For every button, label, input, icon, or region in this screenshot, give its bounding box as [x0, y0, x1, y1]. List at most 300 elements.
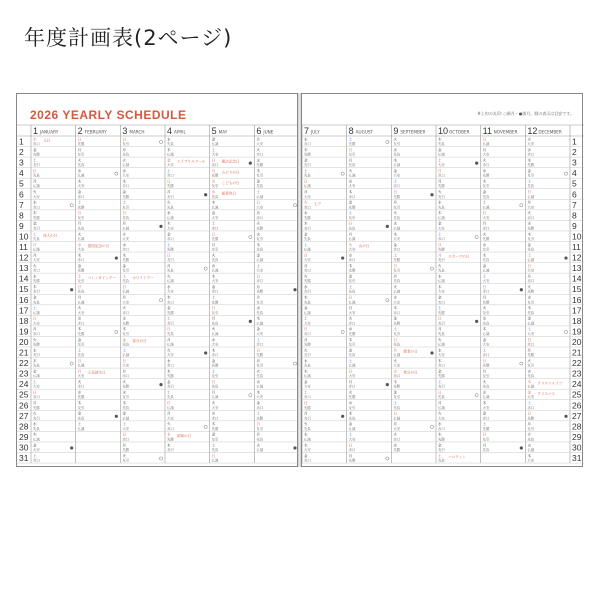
rokuyo-label: 仏滅	[211, 268, 219, 273]
rokuyo-label: 友引	[393, 268, 401, 273]
weekday-label: 木	[211, 348, 216, 353]
rokuyo-label: 先勝	[527, 289, 535, 294]
weekday-label: 月	[393, 422, 397, 427]
weekday-label: 金	[393, 316, 397, 321]
new-moon-icon	[520, 204, 523, 207]
rokuyo-label: 大安	[211, 405, 219, 410]
weekday-label: 金	[167, 158, 171, 163]
weekday-label: 日	[482, 358, 487, 363]
weekday-label: 木	[304, 295, 308, 300]
rokuyo-label: 先勝	[167, 184, 174, 189]
rokuyo-label: 赤口	[77, 258, 85, 263]
rokuyo-label: 先勝	[482, 300, 490, 305]
rokuyo-label: 先勝	[393, 447, 401, 452]
rokuyo-label: 大安	[122, 173, 130, 178]
weekday-label: 木	[211, 274, 216, 279]
weekday-label: 木	[33, 211, 37, 216]
rokuyo-label: 先負	[348, 163, 356, 168]
day-number: 30	[572, 442, 582, 453]
weekday-label: 木	[304, 369, 308, 374]
weekday-label: 日	[122, 432, 126, 437]
rokuyo-label: 先負	[167, 205, 174, 210]
weekday-label: 月	[33, 179, 37, 184]
rokuyo-label: 先負	[304, 363, 311, 368]
full-moon-icon	[159, 225, 162, 228]
rokuyo-label: 仏滅	[348, 236, 356, 241]
weekday-label: 火	[527, 432, 531, 437]
rokuyo-label: 友引	[527, 363, 535, 368]
weekday-label: 金	[33, 443, 37, 448]
rokuyo-label: 友引	[33, 416, 40, 421]
day-number: 24	[572, 379, 582, 390]
weekday-label: 日	[256, 200, 260, 205]
rokuyo-label: 先勝	[122, 447, 130, 452]
weekday-label: 水	[393, 295, 397, 300]
rokuyo-label: 先負	[393, 215, 401, 220]
weekday-label: 日	[122, 285, 126, 289]
day-number: 9	[19, 220, 24, 231]
rokuyo-label: 先負	[256, 247, 264, 252]
weekday-label: 日	[304, 179, 308, 184]
rokuyo-label: 仏滅	[304, 437, 311, 442]
rokuyo-label: 先負	[77, 226, 85, 231]
rokuyo-label: 先勝	[167, 310, 174, 315]
weekday-label: 日	[77, 358, 82, 363]
rokuyo-label: 仏滅	[256, 321, 264, 326]
rokuyo-label: 友引	[167, 258, 174, 263]
weekday-label: 木	[256, 390, 260, 395]
rokuyo-label: 友引	[77, 342, 85, 347]
weekday-label: 木	[438, 285, 442, 289]
weekday-label: 木	[304, 147, 308, 152]
rokuyo-label: 友引	[77, 405, 85, 410]
month-number: 4	[167, 126, 173, 136]
rokuyo-label: 友引	[304, 226, 311, 231]
rokuyo-label: 赤口	[122, 437, 130, 442]
rokuyo-label: 赤口	[256, 405, 264, 410]
rokuyo-label: 友引	[122, 331, 130, 336]
weekday-label: 木	[482, 253, 487, 258]
rokuyo-label: 赤口	[211, 163, 219, 168]
weekday-label: 日	[438, 242, 442, 247]
rokuyo-label: 大安	[527, 268, 535, 273]
weekday-label: 火	[122, 158, 126, 163]
rokuyo-label: 大安	[348, 374, 356, 379]
weekday-label: 水	[482, 390, 487, 395]
day-number: 17	[19, 305, 29, 316]
rokuyo-label: 大安	[122, 363, 130, 368]
rokuyo-label: 先勝	[393, 194, 401, 199]
day-number: 21	[19, 347, 29, 358]
weekday-label: 月	[527, 274, 531, 279]
rokuyo-label: 先負	[482, 384, 490, 389]
weekday-label: 金	[211, 211, 216, 216]
rokuyo-label: 仏滅	[482, 268, 490, 273]
rokuyo-label: 友引	[348, 405, 356, 410]
day-number: 19	[19, 326, 29, 337]
weekday-label: 火	[393, 358, 397, 363]
weekday-label: 火	[33, 263, 37, 268]
weekday-label: 日	[256, 422, 260, 427]
rokuyo-label: 先負	[33, 236, 40, 241]
weekday-label: 日	[122, 358, 126, 363]
day-number: 13	[19, 263, 29, 274]
weekday-label: 日	[393, 263, 397, 268]
weekday-label: 金	[304, 158, 308, 163]
rokuyo-label: 赤口	[304, 142, 311, 146]
weekday-label: 火	[438, 411, 442, 416]
weekday-label: 火	[211, 401, 216, 406]
new-moon-icon	[520, 362, 523, 365]
weekday-label: 水	[304, 432, 308, 437]
weekday-label: 日	[304, 253, 308, 258]
rokuyo-label: 赤口	[527, 405, 535, 410]
day-number: 31	[19, 453, 29, 463]
weekday-label: 日	[438, 316, 442, 321]
rokuyo-label: 大安	[527, 458, 535, 463]
full-moon-icon	[70, 288, 73, 291]
rokuyo-label: 先勝	[167, 247, 174, 252]
rokuyo-label: 赤口	[348, 321, 356, 326]
weekday-label: 木	[33, 358, 37, 363]
rokuyo-label: 友引	[167, 384, 174, 389]
weekday-label: 金	[438, 295, 442, 300]
weekday-label: 日	[122, 137, 126, 142]
full-moon-icon	[430, 351, 433, 354]
weekday-label: 金	[527, 242, 531, 247]
weekday-label: 金	[256, 253, 260, 258]
rokuyo-label: 大安	[211, 342, 219, 347]
rokuyo-label: 友引	[77, 279, 85, 284]
weekday-label: 日	[482, 211, 487, 216]
holiday-label: みどりの日	[221, 170, 240, 175]
rokuyo-label: 赤口	[527, 215, 535, 220]
rokuyo-label: 先負	[122, 152, 130, 157]
weekday-label: 月	[482, 147, 487, 152]
weekday-label: 木	[393, 379, 397, 384]
weekday-label: 水	[304, 211, 308, 216]
weekday-label: 火	[122, 306, 126, 311]
day-number: 5	[19, 178, 24, 189]
rokuyo-label: 赤口	[211, 226, 219, 231]
month-number: 2	[77, 126, 83, 136]
day-number: 5	[572, 178, 577, 189]
full-moon-icon	[293, 446, 296, 449]
weekday-label: 土	[348, 358, 353, 363]
rokuyo-label: 大安	[527, 142, 535, 146]
rokuyo-label: 友引	[167, 321, 174, 326]
rokuyo-label: 先勝	[77, 205, 85, 210]
weekday-label: 木	[348, 263, 353, 268]
rokuyo-label: 赤口	[527, 279, 535, 284]
rokuyo-label: 先負	[393, 152, 401, 157]
legend-note: ※上旬の丸印: ○新月・●満月。暦の表示は目安です。	[477, 111, 574, 116]
weekday-label: 火	[482, 158, 487, 163]
rokuyo-label: 先勝	[33, 279, 40, 284]
weekday-label: 木	[77, 327, 82, 332]
rokuyo-label: 仏滅	[122, 226, 130, 231]
weekday-label: 月	[393, 200, 397, 205]
rokuyo-label: 先負	[482, 194, 490, 199]
right-calendar-grid	[302, 94, 584, 468]
day-number: 2	[19, 147, 24, 158]
weekday-label: 月	[256, 285, 260, 289]
new-moon-icon	[564, 172, 567, 175]
rokuyo-label: 大安	[256, 331, 264, 336]
rokuyo-label: 先負	[122, 215, 130, 220]
weekday-label: 木	[482, 327, 487, 332]
weekday-label: 木	[167, 221, 171, 226]
weekday-label: 土	[527, 179, 531, 184]
rokuyo-label: 赤口	[167, 173, 174, 178]
rokuyo-label: 大安	[304, 384, 311, 389]
weekday-label: 水	[256, 306, 260, 311]
day-number: 2	[572, 147, 577, 158]
weekday-label: 土	[77, 348, 82, 353]
rokuyo-label: 先負	[304, 173, 311, 178]
rokuyo-label: 仏滅	[122, 163, 130, 168]
weekday-label: 木	[527, 453, 531, 458]
rokuyo-label: 先勝	[393, 258, 401, 263]
weekday-label: 水	[393, 369, 397, 374]
weekday-label: 日	[167, 179, 171, 184]
rokuyo-label: 仏滅	[527, 447, 535, 452]
rokuyo-label: 友引	[438, 321, 445, 326]
rokuyo-label: 大安	[482, 215, 490, 220]
holiday-label: エイプリルフール	[177, 159, 206, 164]
weekday-label: 日	[482, 432, 487, 437]
weekday-label: 木	[211, 200, 216, 205]
weekday-label: 金	[393, 242, 397, 247]
weekday-label: 木	[77, 179, 82, 184]
rokuyo-label: 先勝	[256, 226, 264, 231]
weekday-label: 土	[348, 432, 353, 437]
rokuyo-label: 大安	[122, 426, 130, 431]
full-moon-icon	[204, 193, 207, 196]
weekday-label: 水	[211, 337, 216, 342]
rokuyo-label: 赤口	[33, 458, 40, 463]
rokuyo-label: 先勝	[304, 342, 311, 347]
rokuyo-label: 友引	[211, 437, 219, 442]
rokuyo-label: 先負	[77, 289, 85, 294]
rokuyo-label: 赤口	[304, 205, 311, 210]
full-moon-icon	[564, 415, 567, 418]
weekday-label: 月	[438, 179, 442, 184]
weekday-label: 金	[167, 306, 171, 311]
new-moon-icon	[430, 425, 433, 428]
rokuyo-label: 大安	[167, 163, 174, 168]
weekday-label: 水	[527, 295, 531, 300]
weekday-label: 月	[304, 411, 308, 416]
rokuyo-label: 大安	[438, 416, 445, 421]
rokuyo-label: 先勝	[167, 437, 174, 442]
rokuyo-label: 仏滅	[304, 310, 311, 315]
rokuyo-label: 仏滅	[304, 184, 311, 189]
weekday-label: 水	[527, 147, 531, 152]
weekday-label: 火	[482, 232, 487, 237]
rokuyo-label: 先勝	[33, 342, 40, 347]
full-moon-icon	[564, 256, 567, 259]
weekday-label: 火	[348, 242, 353, 247]
day-number: 31	[572, 453, 582, 463]
rokuyo-label: 仏滅	[33, 247, 40, 252]
rokuyo-label: 大安	[122, 300, 130, 305]
rokuyo-label: 先勝	[33, 152, 40, 157]
rokuyo-label: 友引	[211, 310, 219, 315]
weekday-label: 水	[482, 316, 487, 321]
weekday-label: 月	[33, 327, 37, 332]
rokuyo-label: 赤口	[482, 289, 490, 294]
rokuyo-label: 仏滅	[393, 226, 401, 231]
weekday-label: 水	[122, 168, 126, 173]
rokuyo-label: 友引	[304, 353, 311, 357]
weekday-label: 土	[348, 137, 353, 142]
weekday-label: 火	[393, 137, 397, 142]
rokuyo-label: 仏滅	[527, 384, 535, 389]
rokuyo-label: 仏滅	[211, 331, 219, 336]
weekday-label: 日	[33, 242, 37, 247]
rokuyo-label: 先勝	[438, 437, 445, 442]
weekday-label: 木	[77, 253, 82, 258]
holiday-label: ホワイトデー	[132, 275, 154, 280]
rokuyo-label: 仏滅	[77, 363, 85, 368]
weekday-label: 金	[304, 232, 308, 237]
rokuyo-label: 仏滅	[77, 426, 85, 431]
rokuyo-label: 仏滅	[438, 279, 445, 284]
left-calendar-grid	[17, 94, 299, 468]
full-moon-icon	[475, 162, 478, 165]
weekday-label: 土	[167, 316, 171, 321]
weekday-label: 水	[33, 348, 37, 353]
weekday-label: 火	[348, 168, 353, 173]
weekday-label: 月	[304, 263, 308, 268]
weekday-label: 木	[211, 422, 216, 427]
rokuyo-label: 先勝	[438, 374, 445, 379]
rokuyo-label: 仏滅	[482, 331, 490, 336]
weekday-label: 金	[33, 295, 37, 300]
day-number: 22	[572, 358, 582, 369]
day-number: 20	[572, 336, 582, 347]
day-number: 7	[572, 199, 577, 210]
rokuyo-label: 先負	[438, 205, 445, 210]
day-number: 28	[19, 421, 29, 432]
right-page	[301, 93, 583, 467]
rokuyo-label: 先負	[33, 300, 40, 305]
weekday-label: 水	[527, 443, 531, 448]
weekday-label: 土	[482, 274, 487, 279]
weekday-label: 火	[527, 211, 531, 216]
rokuyo-label: 仏滅	[438, 152, 445, 157]
rokuyo-label: 先勝	[438, 247, 445, 252]
weekday-label: 水	[348, 253, 353, 258]
weekday-label: 水	[527, 221, 531, 226]
rokuyo-label: 仏滅	[482, 142, 490, 146]
new-moon-icon	[204, 267, 207, 270]
day-number: 20	[19, 336, 29, 347]
weekday-label: 火	[438, 337, 442, 342]
day-number: 1	[19, 136, 24, 147]
rokuyo-label: 赤口	[122, 184, 130, 189]
day-number: 26	[19, 400, 29, 411]
month-name: JULY	[311, 129, 320, 135]
rokuyo-label: 赤口	[256, 152, 264, 157]
full-moon-icon	[70, 446, 73, 449]
rokuyo-label: 友引	[482, 374, 490, 379]
rokuyo-label: 赤口	[304, 331, 311, 336]
weekday-label: 水	[348, 327, 353, 332]
weekday-label: 月	[304, 190, 308, 195]
weekday-label: 金	[482, 337, 487, 342]
weekday-label: 土	[167, 168, 171, 173]
rokuyo-label: 赤口	[482, 416, 490, 421]
rokuyo-label: 先負	[77, 163, 85, 168]
weekday-label: 日	[211, 379, 216, 384]
new-moon-icon	[341, 172, 344, 175]
rokuyo-label: 赤口	[77, 194, 85, 199]
weekday-label: 日	[33, 390, 37, 395]
rokuyo-label: 友引	[122, 205, 130, 210]
weekday-label: 土	[211, 147, 216, 152]
weekday-label: 日	[211, 232, 216, 237]
weekday-label: 木	[304, 443, 308, 448]
weekday-label: 火	[304, 422, 308, 427]
weekday-label: 土	[211, 221, 216, 226]
rokuyo-label: 先勝	[304, 215, 311, 220]
weekday-label: 土	[438, 306, 442, 311]
full-moon-icon	[520, 446, 523, 449]
rokuyo-label: 友引	[122, 268, 130, 273]
rokuyo-label: 仏滅	[482, 205, 490, 210]
rokuyo-label: 大安	[256, 395, 264, 400]
weekday-label: 土	[527, 401, 531, 406]
day-number: 8	[19, 210, 24, 221]
weekday-label: 木	[167, 369, 171, 374]
weekday-label: 月	[122, 295, 126, 300]
holiday-label: 建国記念の日	[87, 244, 110, 249]
weekday-label: 木	[527, 306, 531, 311]
day-number: 21	[572, 347, 582, 358]
rokuyo-label: 友引	[527, 426, 535, 431]
rokuyo-label: 先勝	[211, 300, 219, 305]
new-moon-icon	[386, 457, 389, 460]
weekday-label: 木	[438, 358, 442, 363]
rokuyo-label: 先負	[438, 395, 445, 400]
day-number: 10	[19, 231, 29, 242]
rokuyo-label: 仏滅	[348, 173, 356, 178]
rokuyo-label: 仏滅	[33, 374, 40, 379]
weekday-label: 木	[122, 401, 126, 406]
weekday-label: 水	[122, 390, 126, 395]
rokuyo-label: 先負	[393, 405, 401, 410]
weekday-label: 日	[438, 168, 442, 173]
weekday-label: 金	[33, 369, 37, 374]
rokuyo-label: 赤口	[211, 416, 219, 421]
rokuyo-label: 大安	[438, 163, 445, 168]
rokuyo-label: 仏滅	[33, 437, 40, 442]
rokuyo-label: 仏滅	[211, 142, 219, 146]
weekday-label: 月	[211, 316, 216, 321]
holiday-label: 春分の日	[132, 339, 147, 344]
weekday-label: 木	[438, 432, 442, 437]
weekday-label: 月	[77, 369, 82, 374]
rokuyo-label: 仏滅	[77, 236, 85, 241]
rokuyo-label: 大安	[256, 268, 264, 273]
weekday-label: 月	[438, 253, 442, 258]
day-number: 8	[572, 210, 577, 221]
rokuyo-label: 仏滅	[167, 152, 174, 157]
holiday-label: こどもの日	[221, 180, 240, 185]
rokuyo-label: 先勝	[211, 173, 219, 178]
